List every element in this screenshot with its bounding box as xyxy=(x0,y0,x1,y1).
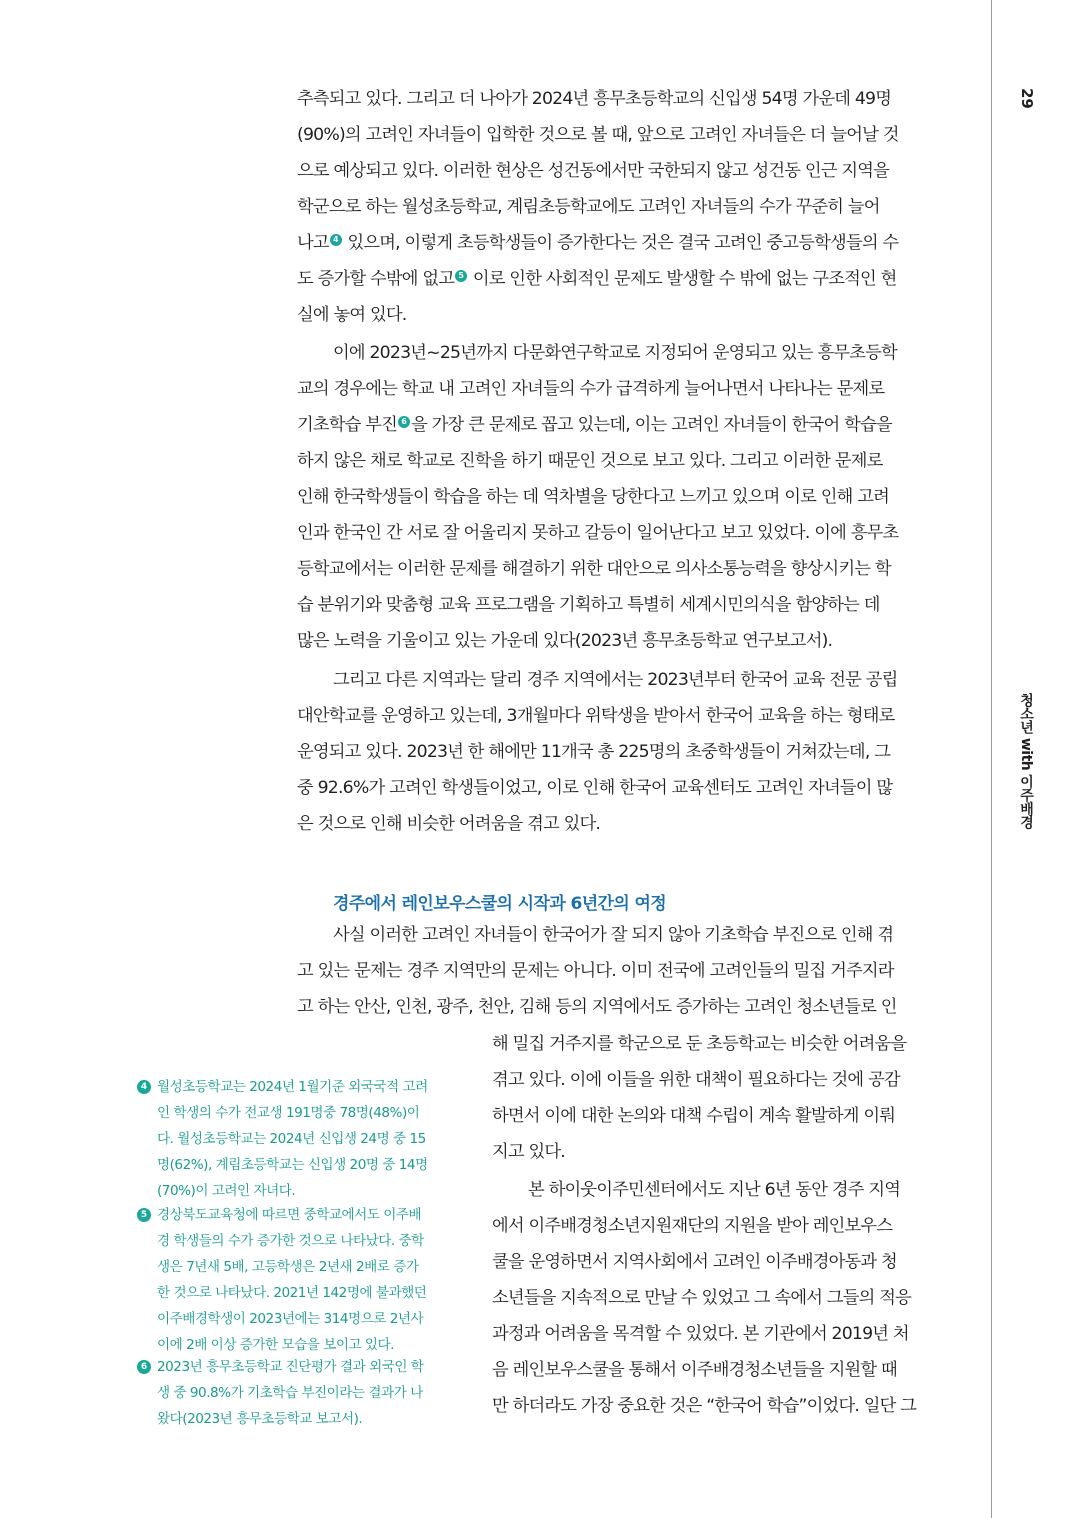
body-line: 교의 경우에는 학교 내 고려인 자녀들의 수가 급격하게 늘어나면서 나타나는 문제로 xyxy=(297,379,885,399)
margin-rule xyxy=(991,0,992,1518)
body-line: 추측되고 있다. 그리고 더 나아가 2024년 흥무초등학교의 신입생 54명 가운데 49명 xyxy=(297,89,892,109)
footnote-line: 이에 2배 이상 증가한 모습을 보이고 있다. xyxy=(157,1337,394,1353)
footnote-badge-6: 6 xyxy=(137,1360,151,1374)
body-line xyxy=(297,233,898,253)
footnote-line: 월성초등학교는 2024년 1월기준 외국국적 고려 xyxy=(157,1079,428,1095)
footnote-line: 이주배경학생이 2023년에는 314명으로 2년사 xyxy=(157,1311,424,1327)
footnote-badge-5: 5 xyxy=(137,1208,151,1222)
body-line: 쿨을 운영하면서 지역사회에서 고려인 이주배경아동과 청 xyxy=(492,1252,897,1272)
body-line: 운영되고 있다. 2023년 한 해에만 11개국 총 225명의 초중학생들이 거쳐갔는데, 그 xyxy=(297,742,891,762)
footnote-line: 생 중 90.8%가 기초학습 부진이라는 결과가 나 xyxy=(157,1385,423,1401)
body-line: 습 분위기와 맞춤형 교육 프로그램을 기획하고 특별히 세계시민의식을 함양하는 데 xyxy=(297,595,880,615)
body-line: 하면서 이에 대한 논의와 대책 수립이 계속 활발하게 이뤄 xyxy=(492,1106,896,1126)
body-line: 겪고 있다. 이에 이들을 위한 대책이 필요하다는 것에 공감 xyxy=(492,1070,900,1090)
body-line: 인과 한국인 간 서로 잘 어울리지 못하고 갈등이 일어난다고 보고 있었다. 이에 흥무초 xyxy=(297,523,899,543)
footnote-line: 생은 7년새 5배, 고등학생은 2년새 2배로 증가 xyxy=(157,1259,419,1275)
body-line: 학군으로 하는 월성초등학교, 계림초등학교에도 고려인 자녀들의 수가 꾸준히 늘어 xyxy=(297,197,880,217)
running-title: 청소년 with 이주배경 xyxy=(1018,693,1034,829)
footnote-line: 다. 월성초등학교는 2024년 신입생 24명 중 15 xyxy=(157,1131,426,1147)
body-line: 사실 이러한 고려인 자녀들이 한국어가 잘 되지 않아 기초학습 부진으로 인해 겪 xyxy=(333,925,894,945)
body-text: 기초학습 부진 xyxy=(297,415,398,435)
footnote-line: 경상북도교육청에 따르면 중학교에서도 이주배 xyxy=(157,1207,422,1223)
body-line: 으로 예상되고 있다. 이러한 현상은 성건동에서만 국한되지 않고 성건동 인근 지역을 xyxy=(297,161,890,181)
footnote-line: 2023년 흥무초등학교 진단평가 결과 외국인 학 xyxy=(157,1359,424,1375)
section-heading: 경주에서 레인보우스쿨의 시작과 6년간의 여정 xyxy=(333,894,667,914)
body-line: 그리고 다른 지역과는 달리 경주 지역에서는 2023년부터 한국어 교육 전문 공립 xyxy=(333,670,898,690)
page-number: 29 xyxy=(1018,88,1036,109)
body-line: 음 레인보우스쿨을 통해서 이주배경청소년들을 지원할 때 xyxy=(492,1360,897,1380)
body-line: 실에 놓여 있다. xyxy=(297,305,407,325)
body-line: 과정과 어려움을 목격할 수 있었다. 본 기관에서 2019년 처 xyxy=(492,1324,909,1344)
footnote-ref-6[interactable]: 6 xyxy=(398,416,410,428)
body-line xyxy=(297,415,892,435)
body-line: 많은 노력을 기울이고 있는 가운데 있다(2023년 흥무초등학교 연구보고서). xyxy=(297,631,833,651)
footnote-line: 명(62%), 계림초등학교는 신입생 20명 중 14명 xyxy=(157,1157,428,1173)
body-text: 이로 인한 사회적인 문제도 발생할 수 밖에 없는 구조적인 현 xyxy=(468,269,897,289)
body-line: 은 것으로 인해 비슷한 어려움을 겪고 있다. xyxy=(297,814,601,834)
body-line: 중 92.6%가 고려인 학생들이었고, 이로 인해 한국어 교육센터도 고려인 자녀들이 많 xyxy=(297,778,893,798)
footnote-line: 왔다(2023년 흥무초등학교 보고서). xyxy=(157,1411,363,1427)
footnote-line: 인 학생의 수가 전교생 191명중 78명(48%)이 xyxy=(157,1105,420,1121)
footnote-line: (70%)이 고려인 자녀다. xyxy=(157,1183,296,1199)
body-line: 고 있는 문제는 경주 지역만의 문제는 아니다. 이미 전국에 고려인들의 밀집 거주지라 xyxy=(297,961,894,981)
body-text: 있으며, 이렇게 초등학생들이 증가한다는 것은 결국 고려인 중고등학생들의 수 xyxy=(342,233,899,253)
body-text: 을 가장 큰 문제로 꼽고 있는데, 이는 고려인 자녀들이 한국어 학습을 xyxy=(411,415,892,435)
body-line: 인해 한국학생들이 학습을 하는 데 역차별을 당한다고 느끼고 있으며 이로 인해 고려 xyxy=(297,487,890,507)
footnote-ref-5[interactable]: 5 xyxy=(455,270,467,282)
body-line: 해 밀집 거주지를 학군으로 둔 초등학교는 비슷한 어려움을 xyxy=(492,1034,907,1054)
body-line: 에서 이주배경청소년지원재단의 지원을 받아 레인보우스 xyxy=(492,1216,893,1236)
body-line: 지고 있다. xyxy=(492,1142,565,1162)
body-line: 하지 않은 채로 학교로 진학을 하기 때문인 것으로 보고 있다. 그리고 이러한 문제로 xyxy=(297,451,883,471)
body-text: 도 증가할 수밖에 없고 xyxy=(297,269,455,289)
body-text: 나고 xyxy=(297,233,329,253)
body-line: 소년들을 지속적으로 만날 수 있었고 그 속에서 그들의 적응 xyxy=(492,1288,911,1308)
body-line: 본 하이웃이주민센터에서도 지난 6년 동안 경주 지역 xyxy=(528,1180,901,1200)
footnote-ref-4[interactable]: 4 xyxy=(330,234,342,246)
footnote-line: 한 것으로 나타났다. 2021년 142명에 불과했던 xyxy=(157,1285,427,1301)
body-line: 이에 2023년~25년까지 다문화연구학교로 지정되어 운영되고 있는 흥무초등학 xyxy=(333,343,897,363)
body-line: 대안학교를 운영하고 있는데, 3개월마다 위탁생을 받아서 한국어 교육을 하는 형태로 xyxy=(297,706,895,726)
body-line: (90%)의 고려인 자녀들이 입학한 것으로 볼 때, 앞으로 고려인 자녀들은 더 늘어날 것 xyxy=(297,125,899,145)
footnote-badge-4: 4 xyxy=(137,1080,151,1094)
body-line: 등학교에서는 이러한 문제를 해결하기 위한 대안으로 의사소통능력을 향상시키는 학 xyxy=(297,559,891,579)
body-line: 고 하는 안산, 인천, 광주, 천안, 김해 등의 지역에서도 증가하는 고려인 청소년들로 인 xyxy=(297,997,897,1017)
body-line xyxy=(297,269,897,289)
body-line: 만 하더라도 가장 중요한 것은 “한국어 학습”이었다. 일단 그 xyxy=(492,1396,917,1416)
footnote-line: 경 학생들의 수가 증가한 것으로 나타났다. 중학 xyxy=(157,1233,424,1249)
